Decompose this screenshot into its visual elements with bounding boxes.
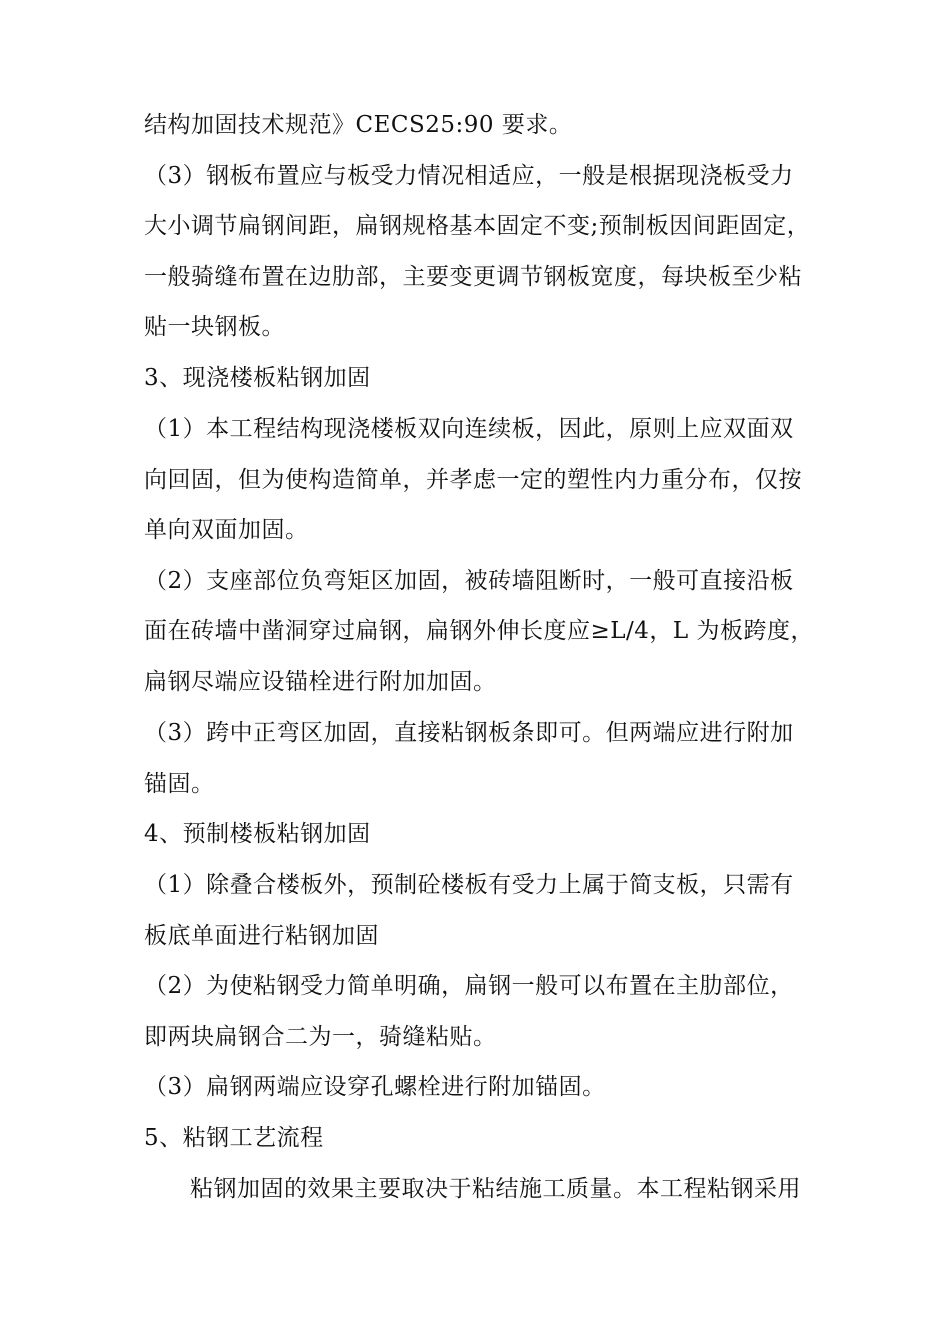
text-line-11: 面在砖墙中凿洞穿过扁钢，扁钢外伸长度应≥L/4，L 为板跨度， [144,618,815,644]
paragraph-indented-line: 粘钢加固的效果主要取决于粘结施工质量。本工程粘钢采用 [190,1176,801,1202]
text-line-20: （3）扁钢两端应设穿孔螺栓进行附加锚固。 [144,1074,606,1100]
text-line-17: 板底单面进行粘钢加固 [144,923,379,949]
text-line-16: （1）除叠合楼板外，预制砼楼板有受力上属于简支板，只需有 [144,872,794,898]
text-line-19: 即两块扁钢合二为一，骑缝粘贴。 [144,1024,497,1050]
section-heading-5: 5、粘钢工艺流程 [144,1125,324,1151]
text-line-7: （1）本工程结构现浇楼板双向连续板，因此，原则上应双面双 [144,416,794,442]
text-line-13: （3）跨中正弯区加固，直接粘钢板条即可。但两端应进行附加 [144,720,794,746]
text-line-3: 大小调节扁钢间距，扁钢规格基本固定不变;预制板因间距固定， [144,213,811,239]
text-line-12: 扁钢尽端应设锚栓进行附加加固。 [144,669,497,695]
text-line-4: 一般骑缝布置在边肋部，主要变更调节钢板宽度，每块板至少粘 [144,264,802,290]
section-heading-3: 3、现浇楼板粘钢加固 [144,365,371,391]
text-line-10: （2）支座部位负弯矩区加固，被砖墙阻断时，一般可直接沿板 [144,568,794,594]
text-line-8: 向回固，但为使构造简单，并孝虑一定的塑性内力重分布，仅按 [144,467,802,493]
text-line-14: 锚固。 [144,771,215,797]
text-line-9: 单向双面加固。 [144,517,309,543]
text-line-1: 结构加固技术规范》CECS25:90 要求。 [144,112,573,138]
section-heading-4: 4、预制楼板粘钢加固 [144,821,371,847]
text-line-5: 贴一块钢板。 [144,314,285,340]
text-line-18: （2）为使粘钢受力简单明确，扁钢一般可以布置在主肋部位， [144,973,794,999]
text-line-2: （3）钢板布置应与板受力情况相适应，一般是根据现浇板受力 [144,163,794,189]
